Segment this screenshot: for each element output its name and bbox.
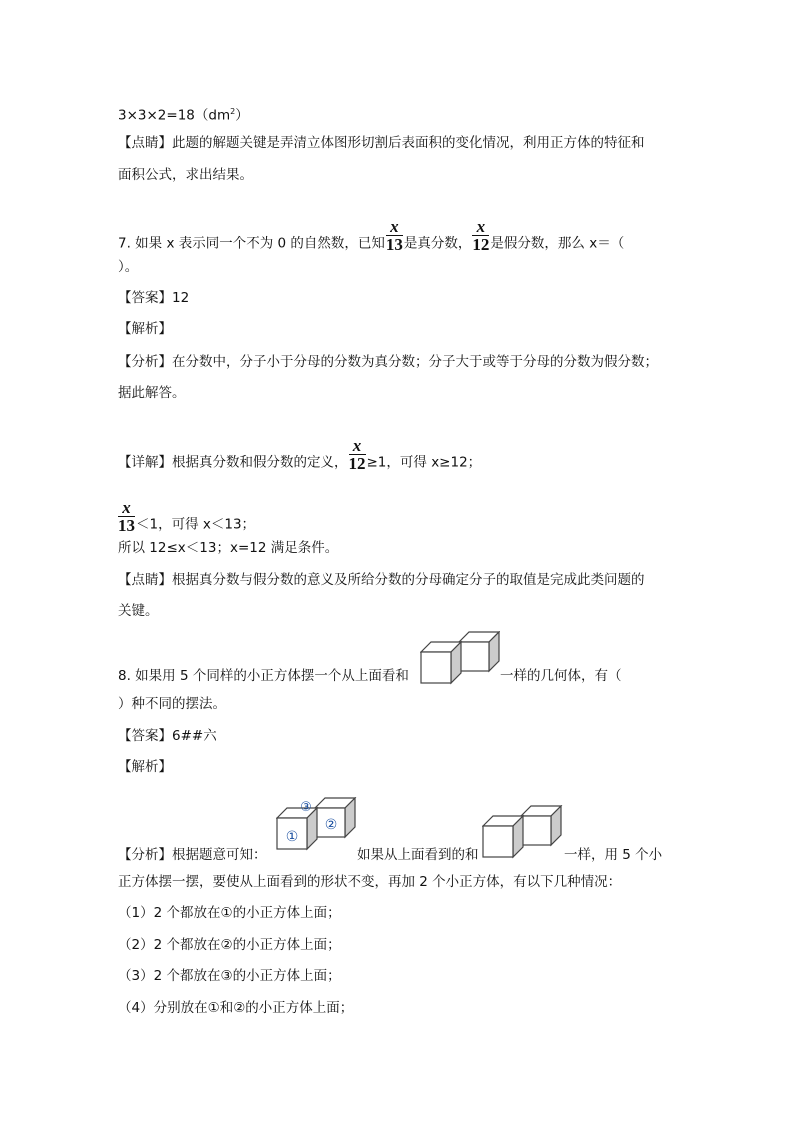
analysis-line: 【分析】根据题意可知： bbox=[118, 847, 267, 863]
analysis-text2: 如果从上面看到的和 bbox=[357, 847, 479, 863]
analysis-line: 据此解答。 bbox=[118, 385, 186, 401]
analysis-line: 【分析】在分数中，分子小于分母的分数为真分数；分子大于或等于分母的分数为假分数； bbox=[118, 354, 658, 370]
analysis-heading: 【解析】 bbox=[118, 759, 172, 775]
denominator: 13 bbox=[118, 516, 135, 535]
text: ＜1，可得 x＜13； bbox=[136, 516, 256, 533]
text: 8. 如果用 5 个同样的小正方体摆一个从上面看和 bbox=[118, 668, 409, 684]
tip-line: 【点睛】此题的解题关键是弄清立体图形切割后表面积的变化情况，利用正方体的特征和 bbox=[118, 135, 645, 151]
denominator: 13 bbox=[385, 235, 403, 254]
answer-7: 【答案】12 bbox=[118, 290, 190, 306]
calc-line bbox=[118, 103, 249, 125]
fraction-x-13 bbox=[118, 499, 135, 534]
text: 7. 如果 x 表示同一个不为 0 的自然数，已知 bbox=[118, 235, 385, 252]
answer-8: 【答案】6##六 bbox=[118, 728, 217, 744]
case-3: （3）2 个都放在③的小正方体上面； bbox=[118, 968, 341, 984]
text: ≥1，可得 x≥12； bbox=[366, 454, 482, 471]
label-3: ③ bbox=[300, 800, 312, 815]
text: ） bbox=[235, 107, 249, 124]
analysis-text3: 一样，用 5 个小 bbox=[564, 847, 663, 863]
question-7-cont: ）。 bbox=[118, 259, 139, 275]
detail-line bbox=[118, 436, 482, 480]
tip-line: 关键。 bbox=[118, 603, 159, 619]
question-8-text2: 一样的几何体，有（ bbox=[500, 668, 622, 684]
question-7 bbox=[118, 217, 625, 261]
numerator: x bbox=[349, 437, 366, 455]
denominator: 12 bbox=[472, 235, 490, 254]
text: 是假分数，那么 x＝（ bbox=[490, 235, 625, 252]
text: 【详解】根据真分数和假分数的定义， bbox=[118, 454, 348, 471]
numerator: x bbox=[472, 218, 489, 236]
superscript: 2 bbox=[230, 107, 236, 116]
label-1: ① bbox=[285, 829, 299, 845]
numbered-cubes-figure bbox=[276, 797, 358, 853]
analysis-heading: 【解析】 bbox=[118, 321, 172, 337]
text: 3×3×2=18（dm bbox=[118, 107, 231, 124]
numerator: x bbox=[118, 499, 135, 517]
text: 是真分数， bbox=[403, 235, 472, 252]
detail-line: 所以 12≤x＜13；x=12 满足条件。 bbox=[118, 540, 339, 556]
fraction-x-12 bbox=[472, 218, 489, 253]
tip-line: 【点睛】根据真分数与假分数的意义及所给分数的分母确定分子的取值是完成此类问题的 bbox=[118, 572, 645, 588]
two-cubes-figure bbox=[482, 805, 564, 861]
case-2: （2）2 个都放在②的小正方体上面； bbox=[118, 937, 341, 953]
question-8-cont: ）种不同的摆法。 bbox=[118, 696, 226, 712]
tip-line: 面积公式，求出结果。 bbox=[118, 167, 253, 183]
denominator: 12 bbox=[348, 454, 366, 473]
fraction-x-12 bbox=[349, 437, 366, 472]
question-8 bbox=[118, 667, 409, 685]
two-cubes-figure bbox=[420, 631, 500, 685]
fraction-x-13 bbox=[386, 218, 403, 253]
analysis-line: 正方体摆一摆，要使从上面看到的形状不变，再加 2 个小正方体，有以下几种情况： bbox=[118, 874, 622, 890]
case-4: （4）分别放在①和②的小正方体上面； bbox=[118, 1000, 354, 1016]
label-2: ② bbox=[324, 817, 338, 833]
case-1: （1）2 个都放在①的小正方体上面； bbox=[118, 905, 341, 921]
numerator: x bbox=[386, 218, 403, 236]
detail-line bbox=[118, 498, 256, 542]
